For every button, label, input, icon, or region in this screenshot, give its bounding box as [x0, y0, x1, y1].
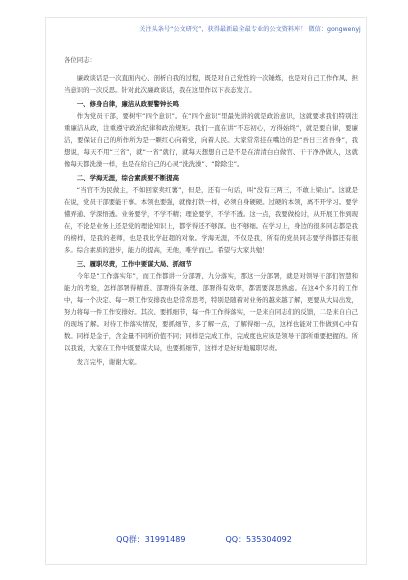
- section-1-title: 一、修身自律，廉洁从政要警钟长鸣: [76, 100, 180, 108]
- salutation: 各位同志：: [64, 56, 96, 64]
- section-3-title: 三、履职尽责，工作中要谋大局、抓细节: [76, 260, 192, 268]
- footer-qq-group: QQ群：31991489: [116, 535, 186, 544]
- section-1-body: 作为党员干部，要树牢“四个意识”。在“四个意识”里最先讲的就是政治意识，这就要求我们特别注重廉洁从政，注重遵守政治纪律和政治规矩。我们一直在讲“不忘初心，方得始终”，就是要自律，要廉洁，要保证自己的所作所为是一颗红心向着党，向着人民。大家常常挂在嘴边的是“吾日三省吾身”，我想说，每天不用“三省”，就“一省”就行，就每天想想自己是不是在清清白白做官、干干净净做人，这就像每天都洗澡一样，也是在给自己的心灵“洗洗澡”、“除除尘”。: [64, 112, 358, 168]
- document-body: [64, 54, 358, 368]
- header-banner: 关注头条号“公文研究”，获得最新最全最专业的公文资料库！ 微信：gongwenyj: [139, 26, 361, 33]
- section-3-body: 今年是“工作落实年”，而工作都讲一分部署、九分落实，那这一分部署，就是对领导干部们智慧和能力的考验，怎样部署得精准、部署得有条理、部署得有效率，都需要深思熟虑。在这4个多月的工作中，每一个决定、每一项工作安排我也是常常思考，特别是随着对业务的越来越了解，更要从大局出发，努力将每一件工作安排好。其次、要抓细节，每一件工作得落实，一是来自同志们的反馈，二是来自自己的现场了解。对待工作落实情况，要抓细节，多了解一点，了解得细一点，这样也能对工作做到心中有数。同样是金子，含金量不同所价值不同；同样是完成工作，完成度也应该是领导干部所重要把握的。所以我说，大家在工作中既要谋大局，也要抓细节，这样才是好好地履职尽责。: [64, 272, 358, 352]
- closing-line: 发言完毕，谢谢大家。: [76, 358, 141, 366]
- intro-paragraph: 廉政谈话是一次直面内心、剖析自我的过程，既是对自己党性的一次锤炼，也是对自己工作作风、担当意识的一次反思。针对此次廉政谈话，我在这里作以下表态发言。: [64, 74, 358, 94]
- footer-contacts: [0, 534, 408, 545]
- section-2-title: 二、学海无涯，综合素质要不断提高: [76, 174, 180, 182]
- footer-qq: QQ：535304092: [225, 535, 292, 544]
- document-page: [46, 18, 366, 564]
- section-2-body: “当官不为民做主，不如回家卖红薯”，但是，还有一句话，叫“没有三两三，不敢上梁山”。这就是在说，党员干部要能干事。本领也要强，就像打铁一样，必须自身硬硬。过硬的本领，离不开学习。要学懂弄通、学深悟透。业务要学，不学不精；理论要学，不学不透。这一点，我要做检讨，从开展工作到现在，不论是业务上还是党的理论知识上，都学得还不够深。也不够细。在学习上，身边的很多同志都是我的榜样，是我的老师，也是我比学赶超的对象。学海无涯，不仅是我，所有的党员同志要学得都还有很多。综合素质的进步，能力的提高，无他，唯学而已。希望与大家共勉！: [64, 186, 358, 254]
